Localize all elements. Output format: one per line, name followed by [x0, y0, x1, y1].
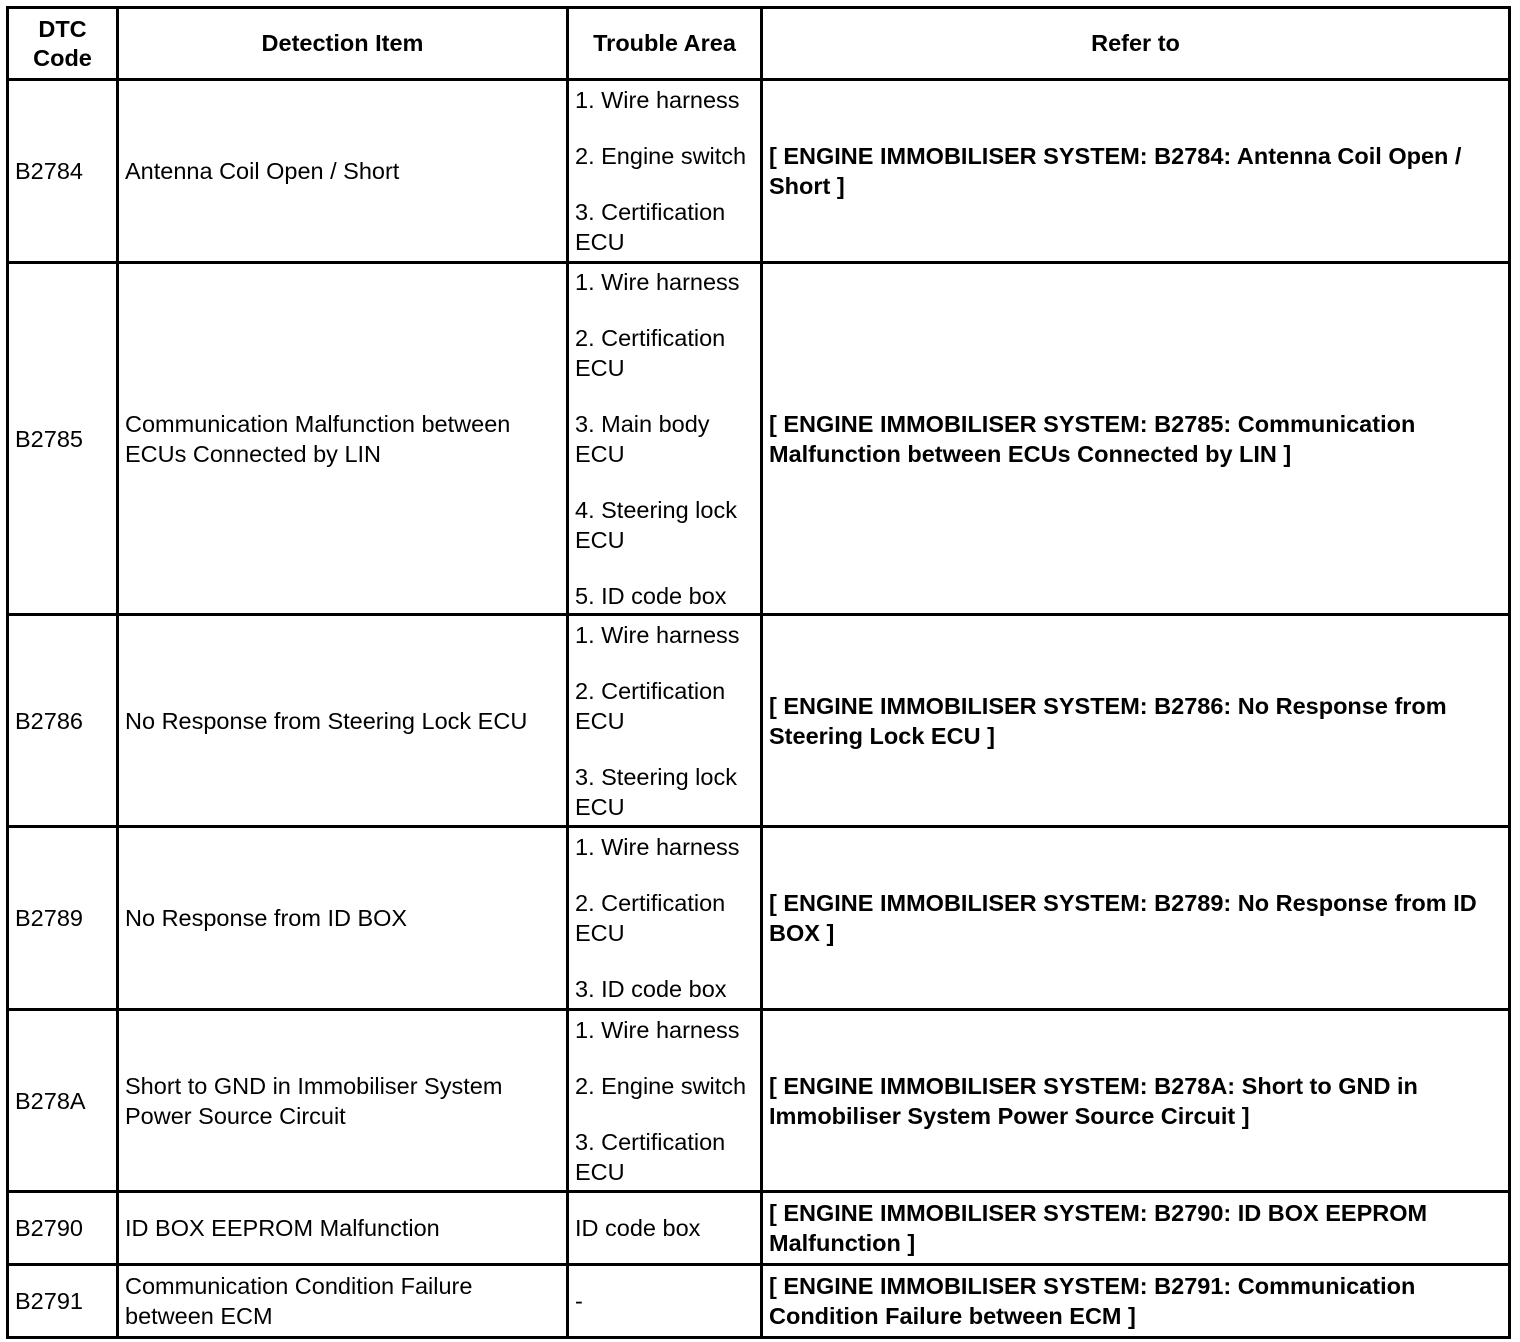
table-row — [8, 80, 1510, 263]
trouble-area-item: 2. Certification ECU — [575, 677, 726, 734]
trouble-area-item: 2. Engine switch — [575, 143, 747, 169]
table-row — [8, 263, 1510, 615]
trouble-area-cell — [568, 1265, 762, 1338]
refer-to-link[interactable]: [ ENGINE IMMOBILISER SYSTEM: B2786: No Response from Steering Lock ECU ] — [762, 615, 1510, 827]
trouble-area-list — [575, 620, 754, 822]
trouble-area-list — [575, 1015, 754, 1187]
detection-item-cell: Communication Condition Failure between ECM — [118, 1265, 568, 1338]
dtc-code-cell: B2790 — [8, 1192, 118, 1265]
table-row — [8, 1010, 1510, 1192]
trouble-area-cell — [568, 1010, 762, 1192]
refer-to-link[interactable]: [ ENGINE IMMOBILISER SYSTEM: B2791: Communication Condition Failure between ECM ] — [762, 1265, 1510, 1338]
detection-item-cell: Short to GND in Immobiliser System Power Source Circuit — [118, 1010, 568, 1192]
trouble-area-item: 1. Wire harness — [575, 87, 740, 113]
dtc-code-cell: B278A — [8, 1010, 118, 1192]
trouble-area-item: 3. Certification ECU — [575, 1128, 726, 1185]
trouble-area-item: 4. Steering lock ECU — [575, 496, 737, 553]
trouble-area-item: - — [575, 1288, 583, 1314]
refer-to-link[interactable]: [ ENGINE IMMOBILISER SYSTEM: B2785: Communication Malfunction between ECUs Connected by LIN ] — [762, 263, 1510, 615]
header-refer-to: Refer to — [762, 8, 1510, 80]
refer-to-link[interactable]: [ ENGINE IMMOBILISER SYSTEM: B2784: Antenna Coil Open / Short ] — [762, 80, 1510, 263]
refer-to-link[interactable]: [ ENGINE IMMOBILISER SYSTEM: B2790: ID BOX EEPROM Malfunction ] — [762, 1192, 1510, 1265]
header-dtc-code: DTC Code — [8, 8, 118, 80]
dtc-table-container — [6, 6, 1508, 1336]
table-body — [8, 80, 1510, 1338]
trouble-area-item: 1. Wire harness — [575, 268, 740, 295]
detection-item-cell: Communication Malfunction between ECUs Connected by LIN — [118, 263, 568, 615]
trouble-area-cell — [568, 80, 762, 263]
dtc-code-cell: B2791 — [8, 1265, 118, 1338]
detection-item-cell: Antenna Coil Open / Short — [118, 80, 568, 263]
trouble-area-item: 2. Certification ECU — [575, 324, 726, 381]
trouble-area-item: 1. Wire harness — [575, 834, 740, 860]
refer-to-link[interactable]: [ ENGINE IMMOBILISER SYSTEM: B278A: Short to GND in Immobiliser System Power Source Circuit ] — [762, 1010, 1510, 1192]
dtc-code-cell: B2789 — [8, 827, 118, 1010]
dtc-code-cell: B2784 — [8, 80, 118, 263]
trouble-area-cell — [568, 263, 762, 615]
table-row — [8, 615, 1510, 827]
header-detection-item: Detection Item — [118, 8, 568, 80]
trouble-area-item: 3. ID code box — [575, 976, 727, 1002]
trouble-area-item: 3. Main body ECU — [575, 410, 710, 467]
trouble-area-item: 2. Certification ECU — [575, 890, 726, 946]
trouble-area-item: 5. ID code box — [575, 582, 727, 609]
trouble-area-list — [575, 267, 754, 611]
header-trouble-area: Trouble Area — [568, 8, 762, 80]
trouble-area-cell — [568, 1192, 762, 1265]
trouble-area-item: 3. Certification ECU — [575, 199, 726, 255]
dtc-code-cell: B2786 — [8, 615, 118, 827]
trouble-area-list — [575, 85, 754, 257]
dtc-code-cell: B2785 — [8, 263, 118, 615]
refer-to-link[interactable]: [ ENGINE IMMOBILISER SYSTEM: B2789: No Response from ID BOX ] — [762, 827, 1510, 1010]
detection-item-cell: ID BOX EEPROM Malfunction — [118, 1192, 568, 1265]
table-row — [8, 827, 1510, 1010]
trouble-area-item: 1. Wire harness — [575, 621, 740, 648]
trouble-area-cell — [568, 827, 762, 1010]
trouble-area-item: 2. Engine switch — [575, 1072, 747, 1099]
dtc-table — [6, 6, 1511, 1339]
trouble-area-list — [575, 832, 754, 1004]
detection-item-cell: No Response from ID BOX — [118, 827, 568, 1010]
trouble-area-item: ID code box — [575, 1215, 701, 1241]
table-row — [8, 1192, 1510, 1265]
detection-item-cell: No Response from Steering Lock ECU — [118, 615, 568, 827]
trouble-area-item: 3. Steering lock ECU — [575, 763, 737, 820]
trouble-area-cell — [568, 615, 762, 827]
trouble-area-item: 1. Wire harness — [575, 1016, 740, 1043]
table-row — [8, 1265, 1510, 1338]
table-header-row — [8, 8, 1510, 80]
